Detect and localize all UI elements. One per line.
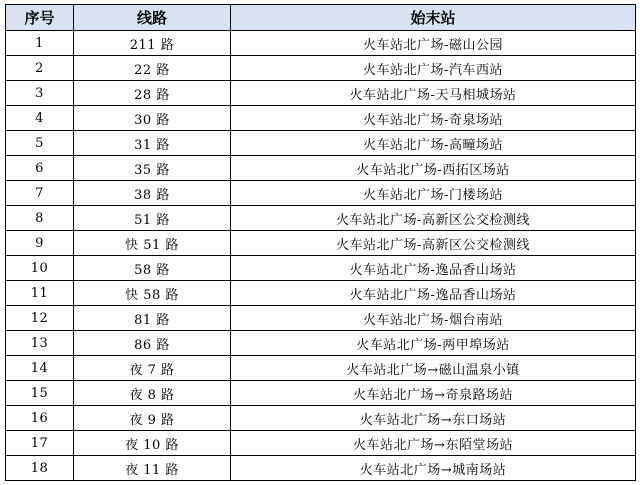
table-row — [6, 431, 636, 456]
line-cell: 夜 7 路 — [74, 356, 231, 381]
serial-number-cell: 16 — [6, 406, 74, 431]
serial-number-cell: 10 — [6, 256, 74, 281]
serial-number-cell: 5 — [6, 131, 74, 156]
line-cell: 211 路 — [74, 31, 231, 56]
route-cell: 火车站北广场-磁山公园 — [231, 31, 636, 56]
line-cell: 51 路 — [74, 206, 231, 231]
table-header-row — [6, 5, 636, 31]
table-row — [6, 156, 636, 181]
serial-number-cell: 1 — [6, 31, 74, 56]
serial-number-cell: 6 — [6, 156, 74, 181]
table-row — [6, 181, 636, 206]
serial-number-cell: 7 — [6, 181, 74, 206]
table-row — [6, 381, 636, 406]
serial-number-cell: 2 — [6, 56, 74, 81]
table-row — [6, 456, 636, 481]
route-cell: 火车站北广场-汽车西站 — [231, 56, 636, 81]
table-row — [6, 206, 636, 231]
serial-number-cell: 8 — [6, 206, 74, 231]
route-cell: 火车站北广场→东口场站 — [231, 406, 636, 431]
line-cell: 30 路 — [74, 106, 231, 131]
table-row — [6, 81, 636, 106]
serial-number-cell: 14 — [6, 356, 74, 381]
route-cell: 火车站北广场→城南场站 — [231, 456, 636, 481]
route-cell: 火车站北广场-逸品香山场站 — [231, 281, 636, 306]
table-row — [6, 256, 636, 281]
route-cell: 火车站北广场-逸品香山场站 — [231, 256, 636, 281]
route-cell: 火车站北广场-门楼场站 — [231, 181, 636, 206]
route-cell: 火车站北广场-西拓区场站 — [231, 156, 636, 181]
header-line: 线路 — [74, 5, 231, 31]
header-serial-number: 序号 — [6, 5, 74, 31]
serial-number-cell: 3 — [6, 81, 74, 106]
header-start-end-stations: 始末站 — [231, 5, 636, 31]
line-cell: 夜 11 路 — [74, 456, 231, 481]
route-cell: 火车站北广场→奇泉路场站 — [231, 381, 636, 406]
table-row — [6, 106, 636, 131]
route-cell: 火车站北广场→磁山温泉小镇 — [231, 356, 636, 381]
line-cell: 38 路 — [74, 181, 231, 206]
line-cell: 夜 8 路 — [74, 381, 231, 406]
serial-number-cell: 15 — [6, 381, 74, 406]
route-cell: 火车站北广场→东陌堂场站 — [231, 431, 636, 456]
table-row — [6, 356, 636, 381]
route-cell: 火车站北广场-烟台南站 — [231, 306, 636, 331]
route-cell: 火车站北广场-高疃场站 — [231, 131, 636, 156]
serial-number-cell: 18 — [6, 456, 74, 481]
table-row — [6, 56, 636, 81]
route-cell: 火车站北广场-高新区公交检测线 — [231, 231, 636, 256]
table-row — [6, 231, 636, 256]
line-cell: 快 58 路 — [74, 281, 231, 306]
table-row — [6, 406, 636, 431]
line-cell: 快 51 路 — [74, 231, 231, 256]
route-cell: 火车站北广场-高新区公交检测线 — [231, 206, 636, 231]
route-cell: 火车站北广场-奇泉场站 — [231, 106, 636, 131]
route-cell: 火车站北广场-两甲埠场站 — [231, 331, 636, 356]
serial-number-cell: 4 — [6, 106, 74, 131]
line-cell: 28 路 — [74, 81, 231, 106]
line-cell: 夜 9 路 — [74, 406, 231, 431]
serial-number-cell: 9 — [6, 231, 74, 256]
table-row — [6, 31, 636, 56]
line-cell: 86 路 — [74, 331, 231, 356]
line-cell: 81 路 — [74, 306, 231, 331]
route-cell: 火车站北广场-天马相城场站 — [231, 81, 636, 106]
serial-number-cell: 12 — [6, 306, 74, 331]
serial-number-cell: 17 — [6, 431, 74, 456]
table-row — [6, 281, 636, 306]
line-cell: 58 路 — [74, 256, 231, 281]
line-cell: 31 路 — [74, 131, 231, 156]
table-row — [6, 306, 636, 331]
bus-route-table — [5, 4, 636, 481]
line-cell: 22 路 — [74, 56, 231, 81]
table-row — [6, 331, 636, 356]
serial-number-cell: 13 — [6, 331, 74, 356]
line-cell: 夜 10 路 — [74, 431, 231, 456]
line-cell: 35 路 — [74, 156, 231, 181]
table-row — [6, 131, 636, 156]
serial-number-cell: 11 — [6, 281, 74, 306]
